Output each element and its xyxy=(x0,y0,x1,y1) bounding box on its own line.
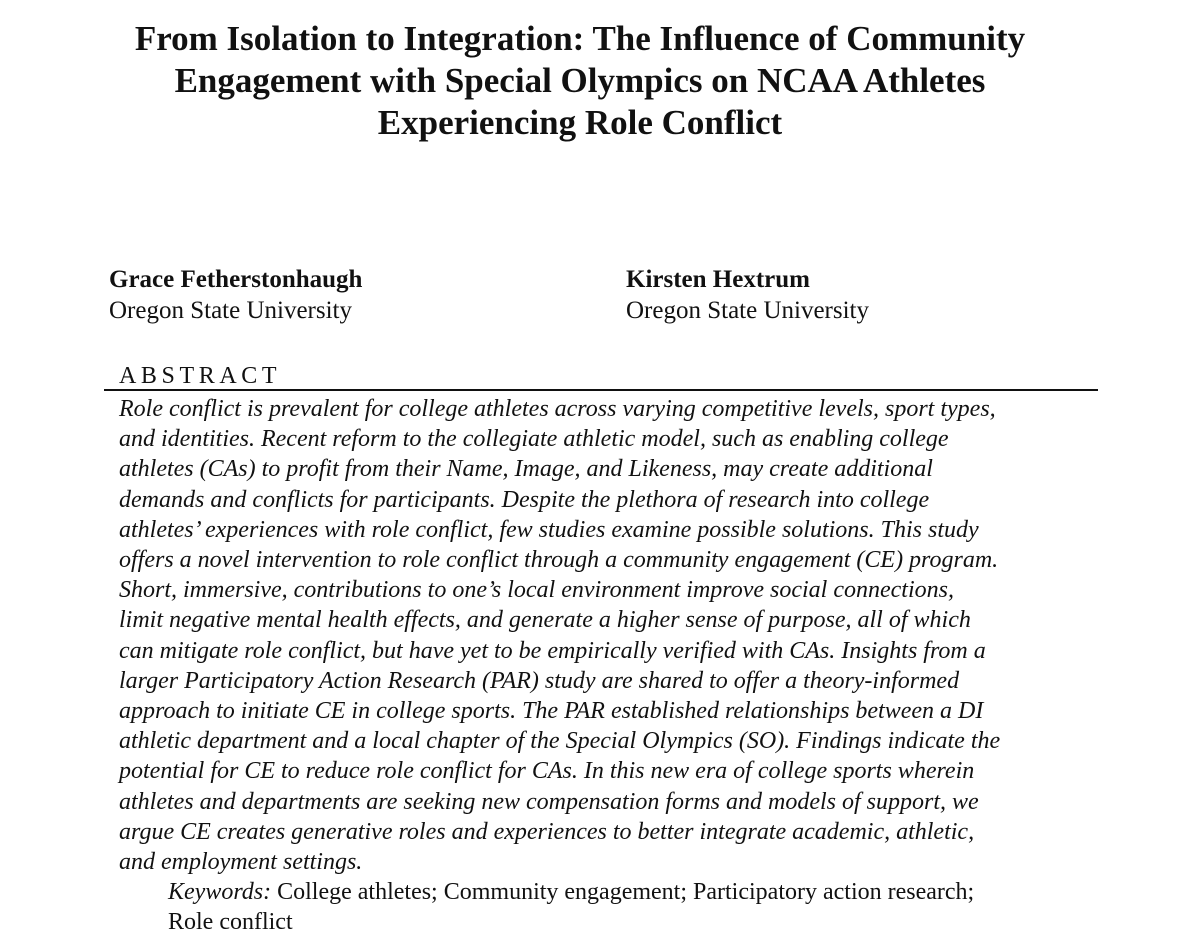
abstract-line: can mitigate role conflict, but have yet to be empirically verified with CAs. Insights from a xyxy=(119,637,986,664)
abstract-line: demands and conflicts for participants. Despite the plethora of research into college xyxy=(119,486,930,513)
title-line: From Isolation to Integration: The Influence of Community xyxy=(134,19,1026,58)
abstract-divider xyxy=(104,389,1098,391)
author-name: Grace Fetherstonhaugh xyxy=(109,266,363,293)
abstract-line: athletes (CAs) to profit from their Name, Image, and Likeness, may create additional xyxy=(119,456,933,483)
author-block xyxy=(109,264,362,326)
abstract-line: and identities. Recent reform to the collegiate athletic model, such as enabling college xyxy=(119,426,949,453)
abstract-line: athletes and departments are seeking new compensation forms and models of support, we xyxy=(119,788,979,815)
keywords-label: Keywords: xyxy=(168,879,272,905)
abstract-line: approach to initiate CE in college sports. The PAR established relationships between a DI xyxy=(119,698,984,725)
abstract-heading: ABSTRACT xyxy=(119,363,282,389)
keywords xyxy=(168,877,1098,937)
abstract-line: and employment settings. xyxy=(119,849,363,876)
abstract-body xyxy=(119,394,1099,877)
author-name: Kirsten Hextrum xyxy=(626,266,810,293)
paper-title xyxy=(60,18,1100,144)
keywords-text: College athletes; Community engagement; Participatory action research; xyxy=(277,879,975,905)
abstract-line: Short, immersive, contributions to one’s local environment improve social connections, xyxy=(119,577,954,604)
title-line: Experiencing Role Conflict xyxy=(377,103,783,142)
keywords-line xyxy=(168,877,1098,907)
abstract-line: Role conflict is prevalent for college athletes across varying competitive levels, sport types, xyxy=(119,396,996,422)
author-affiliation: Oregon State University xyxy=(109,297,353,324)
keywords-text: Role conflict xyxy=(168,909,293,935)
abstract-line: limit negative mental health effects, and generate a higher sense of purpose, all of which xyxy=(119,607,971,634)
abstract-line: athletes’ experiences with role conflict, few studies examine possible solutions. This study xyxy=(119,516,979,543)
abstract-line: larger Participatory Action Research (PAR) study are shared to offer a theory-informed xyxy=(119,667,960,694)
abstract-line: athletic department and a local chapter of the Special Olympics (SO). Findings indicate the xyxy=(119,728,1001,755)
author-affiliation: Oregon State University xyxy=(626,297,870,324)
abstract-line: potential for CE to reduce role conflict for CAs. In this new era of college sports wherein xyxy=(119,758,975,785)
abstract-line: offers a novel intervention to role conflict through a community engagement (CE) program. xyxy=(119,547,999,574)
title-line: Engagement with Special Olympics on NCAA Athletes xyxy=(174,61,986,100)
author-block xyxy=(626,264,869,326)
abstract-line: argue CE creates generative roles and experiences to better integrate academic, athletic, xyxy=(119,818,975,845)
